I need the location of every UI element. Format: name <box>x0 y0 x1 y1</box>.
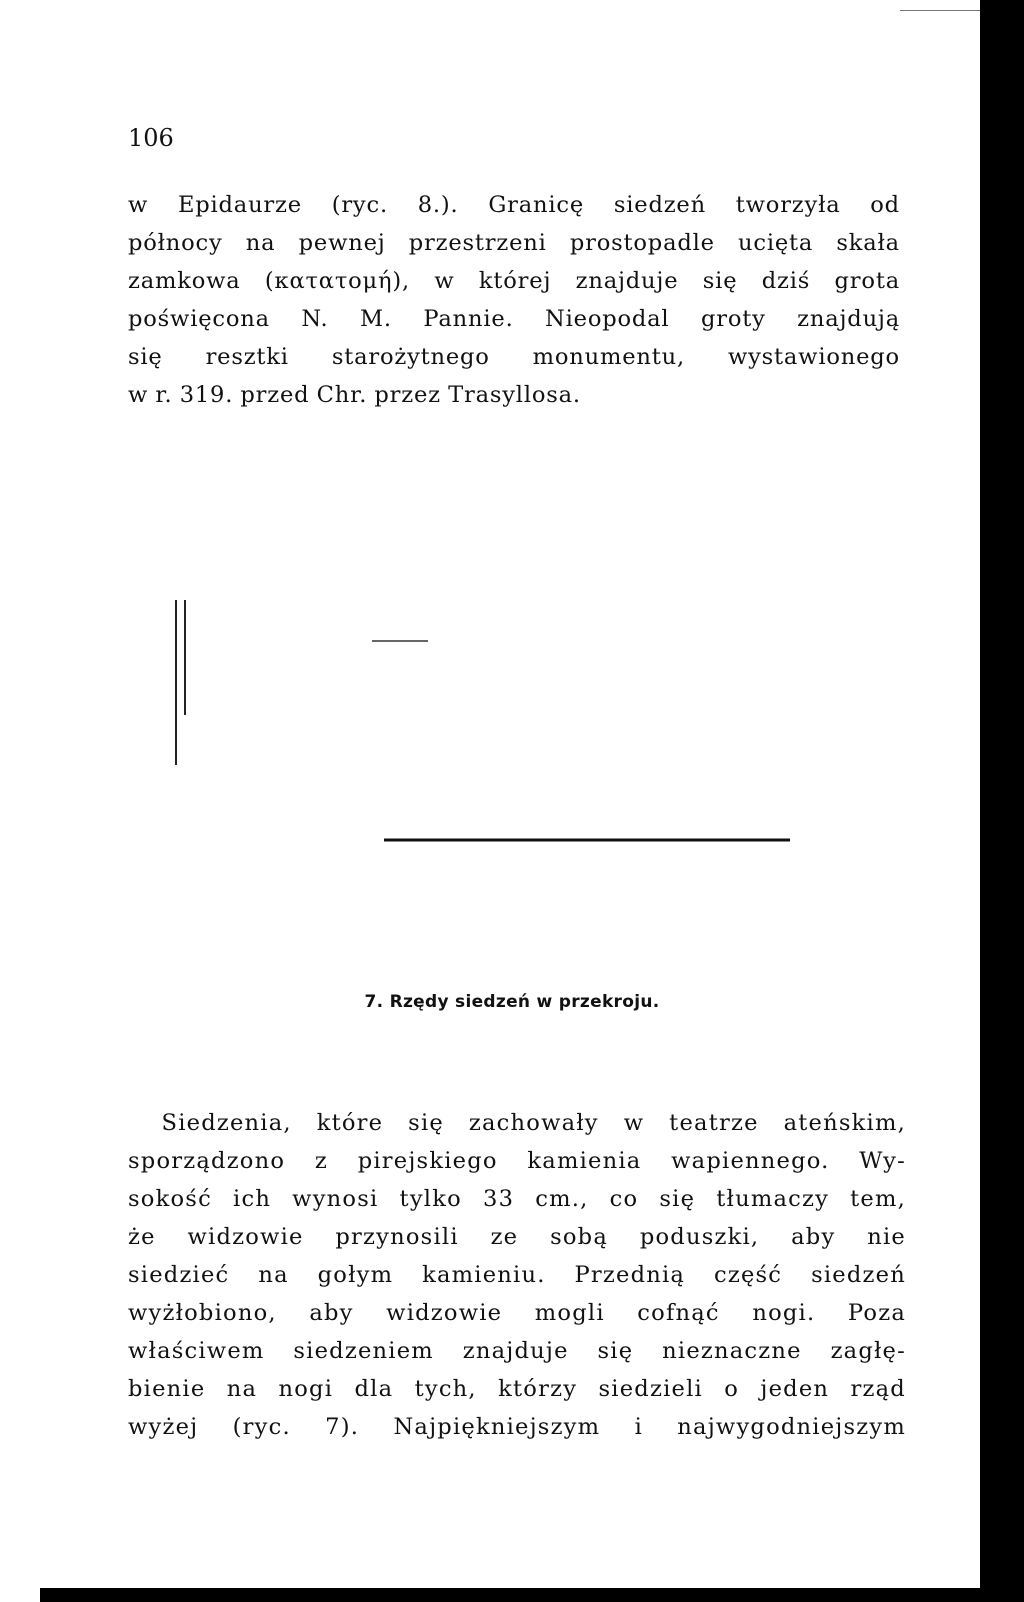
word: się <box>659 1186 696 1212</box>
text-line <box>128 1142 906 1180</box>
word: się <box>702 268 738 294</box>
word: kamienia <box>527 1148 642 1174</box>
word: M. <box>359 306 392 332</box>
word: ucięta <box>738 230 814 256</box>
word: cm., <box>535 1186 589 1212</box>
text-line <box>128 300 900 338</box>
word: kamieniu. <box>422 1262 546 1288</box>
word: od <box>870 192 900 218</box>
scan-bottom-border <box>40 1588 1024 1602</box>
word: wyżej <box>128 1414 199 1440</box>
text-line <box>128 1256 906 1294</box>
page-number: 106 <box>128 124 174 152</box>
word: grota <box>834 268 900 294</box>
word: groty <box>700 306 766 332</box>
word: że <box>128 1224 156 1250</box>
word: jeden <box>760 1376 830 1402</box>
word: poświęcona <box>128 306 270 332</box>
text-line <box>128 1218 906 1256</box>
word: poduszki, <box>639 1224 760 1250</box>
word: tem, <box>850 1186 906 1212</box>
word: nogi <box>278 1376 334 1402</box>
text-line <box>128 1332 906 1370</box>
word: siedzeń <box>613 192 706 218</box>
word: Nieopodal <box>545 306 670 332</box>
word: Pannie. <box>423 306 514 332</box>
word: prostopadle <box>569 230 715 256</box>
word: ateńskim, <box>783 1110 906 1136</box>
word: 319. <box>179 382 234 408</box>
word: co <box>609 1186 639 1212</box>
word: aby <box>791 1224 836 1250</box>
word: cofnąć <box>637 1300 720 1326</box>
text-line <box>128 1294 906 1332</box>
word: siedzeniem <box>293 1338 434 1364</box>
word: nieznaczne <box>662 1338 802 1364</box>
word: (ryc. <box>331 192 388 218</box>
word: na <box>245 230 276 256</box>
word: (κατατομή), <box>264 268 410 294</box>
word: Trasyllosa. <box>448 382 581 408</box>
word: którzy <box>498 1376 578 1402</box>
word: zagłę- <box>830 1338 906 1364</box>
word: dziś <box>761 268 811 294</box>
word: resztki <box>205 344 289 370</box>
word: się <box>597 1338 634 1364</box>
word: nie <box>867 1224 906 1250</box>
word: Granicę <box>488 192 585 218</box>
word: widzowie <box>187 1224 304 1250</box>
word: przez <box>374 382 441 408</box>
word: znajdują <box>797 306 900 332</box>
word: sporządzono <box>128 1148 286 1174</box>
word: przed <box>240 382 310 408</box>
text-line <box>128 1370 906 1408</box>
word: ze <box>490 1224 519 1250</box>
word: przestrzeni <box>408 230 547 256</box>
word: bienie <box>128 1376 206 1402</box>
word: wynosi <box>292 1186 379 1212</box>
word: aby <box>309 1300 354 1326</box>
word: siedzieli <box>598 1376 703 1402</box>
word: tych, <box>414 1376 477 1402</box>
text-line <box>128 1180 906 1218</box>
word: przynosili <box>335 1224 459 1250</box>
word: Chr. <box>316 382 368 408</box>
word: siedzieć <box>128 1262 230 1288</box>
word: nogi. <box>752 1300 816 1326</box>
word: sokość <box>128 1186 212 1212</box>
word: na <box>226 1376 258 1402</box>
word: (ryc. <box>232 1414 291 1440</box>
word: Najpiękniejszym <box>393 1414 601 1440</box>
word: Przednią <box>574 1262 686 1288</box>
word: siedzeń <box>811 1262 906 1288</box>
word: się <box>128 344 163 370</box>
word: część <box>713 1262 783 1288</box>
word: ich <box>233 1186 272 1212</box>
seat-rows-section-figure <box>150 600 870 880</box>
word: monumentu, <box>532 344 685 370</box>
word: mogli <box>534 1300 605 1326</box>
word: na <box>258 1262 289 1288</box>
word: sobą <box>550 1224 608 1250</box>
word: Siedzenia, <box>128 1110 292 1136</box>
word: dla <box>354 1376 394 1402</box>
word: najwygodniejszym <box>677 1414 906 1440</box>
word: właściwem <box>128 1338 265 1364</box>
word: pewnej <box>298 230 386 256</box>
word: w <box>623 1110 645 1136</box>
word: 33 <box>483 1186 515 1212</box>
paragraph-2 <box>128 1104 906 1446</box>
word: r. <box>155 382 173 408</box>
word: pirejskiego <box>357 1148 498 1174</box>
text-line <box>128 1104 906 1142</box>
word: w <box>128 382 149 408</box>
word: tylko <box>399 1186 462 1212</box>
word: N. <box>301 306 329 332</box>
word: i <box>634 1414 643 1440</box>
word: Epidaurze <box>177 192 302 218</box>
text-line <box>128 186 900 224</box>
word: w <box>128 192 149 218</box>
word: wapiennego. <box>671 1148 830 1174</box>
word: rząd <box>850 1376 906 1402</box>
word: wystawionego <box>727 344 900 370</box>
word: 8.). <box>417 192 459 218</box>
figure-caption: 7. Rzędy siedzeń w przekroju. <box>364 992 660 1012</box>
text-line <box>128 376 900 414</box>
word: skała <box>836 230 900 256</box>
word: teatrze <box>669 1110 759 1136</box>
text-line <box>128 262 900 300</box>
word: się <box>408 1110 444 1136</box>
word: zachowały <box>468 1110 599 1136</box>
word: 7). <box>325 1414 360 1440</box>
scan-top-rule <box>900 10 980 11</box>
word: tłumaczy <box>716 1186 830 1212</box>
word: zamkowa <box>128 268 241 294</box>
word: której <box>478 268 552 294</box>
word: gołym <box>317 1262 394 1288</box>
word: tworzyła <box>735 192 841 218</box>
word: które <box>316 1110 384 1136</box>
scan-right-border <box>980 0 1024 1602</box>
word: starożytnego <box>331 344 490 370</box>
word: znajduje <box>575 268 679 294</box>
word: z <box>314 1148 328 1174</box>
word: Poza <box>847 1300 906 1326</box>
text-line <box>128 224 900 262</box>
word: północy <box>128 230 223 256</box>
word: Wy- <box>859 1148 906 1174</box>
text-line <box>128 338 900 376</box>
word: znajduje <box>462 1338 569 1364</box>
word: w <box>434 268 455 294</box>
word: o <box>724 1376 740 1402</box>
word: widzowie <box>386 1300 503 1326</box>
word: wyżłobiono, <box>128 1300 277 1326</box>
paragraph-1 <box>128 186 900 414</box>
text-line <box>128 1408 906 1446</box>
